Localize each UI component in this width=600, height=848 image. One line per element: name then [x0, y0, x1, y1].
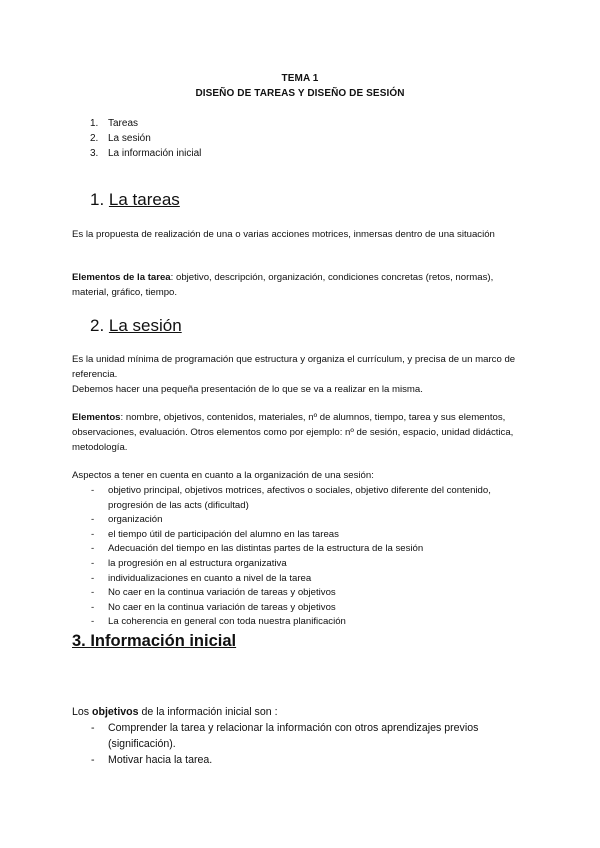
objectives-label: objetivos [92, 706, 139, 718]
toc-label: Tareas [108, 118, 139, 129]
toc-item [90, 146, 201, 161]
topic-label: TEMA 1 [281, 73, 319, 84]
toc-item [90, 131, 201, 146]
toc-number: 2. [90, 133, 99, 144]
toc-label: La información inicial [108, 148, 202, 159]
toc-number: 1. [90, 118, 99, 129]
section-3-intro: Los objetivos de la información inicial son : [72, 706, 278, 718]
list-item: - Adecuación del tiempo en las distintas partes de la estructura de la sesión [91, 543, 424, 555]
section-2-title: La sesión [108, 316, 182, 335]
section-2-aspects-intro: Aspectos a tener en cuenta en cuanto a la organización de una sesión: [72, 470, 374, 481]
list-item: - individualizaciones en cuanto a nivel de la tarea [91, 572, 312, 584]
list-item: - Comprender la tarea y relacionar la información con otros aprendizajes previos (significación). [91, 722, 479, 750]
elements-label: Elementos de la tarea [72, 272, 171, 283]
section-2-presentation-text: Debemos hacer una pequeña presentación de lo que se va a realizar en la misma. [72, 384, 423, 395]
section-1-elements [72, 270, 527, 300]
list-item: - No caer en la continua variación de tareas y objetivos [91, 601, 336, 613]
toc-number: 3. [90, 148, 99, 159]
list-item: - Motivar hacia la tarea. [91, 754, 213, 766]
section-2-elements [72, 410, 527, 455]
elements-label: Elementos [72, 412, 121, 423]
section-2-definition [72, 352, 527, 397]
aspects-list [91, 484, 511, 630]
elements-text: : nombre, objetivos, contenidos, materiales, nº de alumnos, tiempo, tarea y sus elementos, observaciones, evaluación. Otros elementos como por ejemplo: nº de sesión, espacio, unidad didáctica, metodología. [72, 412, 514, 453]
list-item: - el tiempo útil de participación del alumno en las tareas [91, 528, 339, 540]
toc-label: La sesión [108, 133, 151, 144]
elements-text: : objetivo, descripción, organización, condiciones concretas (retos, normas), material, gráfico, tiempo. [72, 272, 494, 298]
list-item: - La coherencia en general con toda nuestra planificación [91, 616, 346, 628]
section-1-number: 1. [90, 190, 105, 209]
section-1-title: La tareas [108, 190, 180, 209]
list-item: - la progresión en al estructura organizativa [91, 557, 287, 569]
section-2-definition-text: Es la unidad mínima de programación que estructura y organiza el currículum, y precisa de un marco de referencia. [72, 354, 516, 380]
section-2-heading [90, 316, 182, 336]
section-3-heading: 3. Información inicial [72, 632, 237, 650]
list-item: - organización [91, 514, 163, 526]
list-item: - No caer en la continua variación de tareas y objetivos [91, 587, 336, 599]
objectives-list [91, 720, 521, 768]
section-1-definition: Es la propuesta de realización de una o varias acciones motrices, inmersas dentro de una situación [72, 229, 495, 240]
toc-item [90, 116, 201, 131]
list-item: - objetivo principal, objetivos motrices, afectivos o sociales, objetivo diferente del contenido, progresión de las acts (dificultad) [91, 485, 491, 511]
document-title: DISEÑO DE TAREAS Y DISEÑO DE SESIÓN [195, 88, 405, 99]
section-1-heading [90, 190, 180, 210]
table-of-contents [90, 116, 201, 161]
section-2-number: 2. [90, 316, 105, 335]
